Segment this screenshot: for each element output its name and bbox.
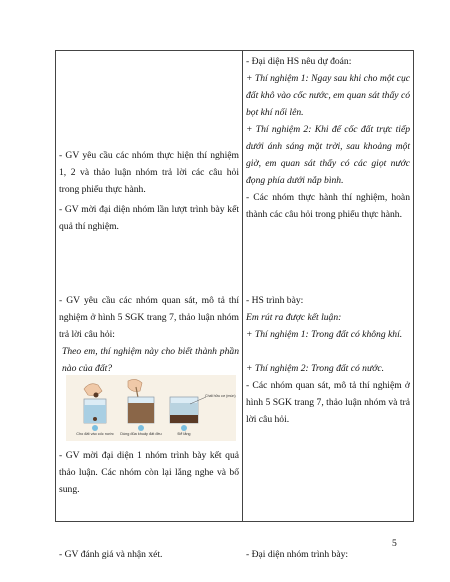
step-circle-2 xyxy=(138,425,144,431)
muddy-water-icon xyxy=(128,403,154,423)
right-paragraph: - Đại diện nhóm trình bày: xyxy=(246,549,349,560)
right-paragraph: - Đại diện HS nêu dự đoán: xyxy=(246,56,352,67)
sediment-icon xyxy=(170,415,198,423)
lesson-table xyxy=(55,50,414,560)
experiment-illustration xyxy=(66,375,236,441)
right-paragraph: + Thí nghiệm 2: Trong đất có nước. xyxy=(246,363,384,374)
callout-label: Chất hữu cơ (mùn) xyxy=(205,394,236,398)
right-paragraph: - HS trình bày: xyxy=(246,295,304,306)
step-circle-3 xyxy=(181,425,187,431)
figure-label-3: Để lắng xyxy=(177,432,191,436)
student-activities-cell xyxy=(243,51,414,560)
left-paragraph: - GV yêu cầu các nhóm quan sát, mô tả thí nghiệm ở hình 5 SGK trang 7, thảo luận nhóm trả lời câu hỏi: xyxy=(59,295,239,340)
experiment-figure xyxy=(66,375,236,441)
figure-label-1: Cho đất vào cốc nước xyxy=(76,432,114,436)
left-paragraph: - GV đánh giá và nhận xét. xyxy=(59,549,163,560)
figure-label-2: Dùng đũa khuấy đất đều xyxy=(120,432,162,436)
teacher-activities-cell xyxy=(56,51,243,560)
clear-water-icon xyxy=(170,403,198,415)
soil-icon xyxy=(93,417,97,421)
right-paragraph: + Thí nghiệm 1: Trong đất có không khí. xyxy=(246,329,403,340)
page-number: 5 xyxy=(392,538,397,549)
hand-icon xyxy=(128,379,142,391)
left-paragraph: - GV mời đại diện 1 nhóm trình bày kết quả thảo luận. Các nhóm còn lại lắng nghe và bổ sung. xyxy=(59,450,239,495)
right-paragraph: + Thí nghiệm 2: Khi để cốc đất trực tiếp dưới ánh sáng mặt trời, sau khoảng một giờ, em quan sát thấy có các giọt nước đọng phía dưới nắp bình. xyxy=(246,124,410,186)
soil-lump-icon xyxy=(94,393,99,398)
right-paragraph: Em rút ra được kết luận: xyxy=(246,312,342,323)
left-paragraph: - GV yêu cầu các nhóm thực hiện thí nghiệm 1, 2 và thảo luận nhóm trả lời các câu hỏi trong phiếu thực hành. xyxy=(59,150,239,195)
left-question: Theo em, thí nghiệm này cho biết thành phần nào của đất? xyxy=(62,346,239,374)
table-row xyxy=(56,51,414,522)
right-paragraph: - Các nhóm quan sát, mô tả thí nghiệm ở hình 5 SGK trang 7, thảo luận nhóm và trả lời câu hỏi. xyxy=(246,380,410,425)
step-circle-1 xyxy=(92,425,98,431)
right-paragraph: - Các nhóm thực hành thí nghiệm, hoàn thành các câu hỏi trong phiếu thực hành. xyxy=(246,192,410,220)
right-paragraph: + Thí nghiệm 1: Ngay sau khi cho một cục đất khô vào cốc nước, em quan sát thấy có bọt khí nổi lên. xyxy=(246,73,410,118)
left-paragraph: - GV mời đại diện nhóm lần lượt trình bày kết quả thí nghiệm. xyxy=(59,204,239,232)
